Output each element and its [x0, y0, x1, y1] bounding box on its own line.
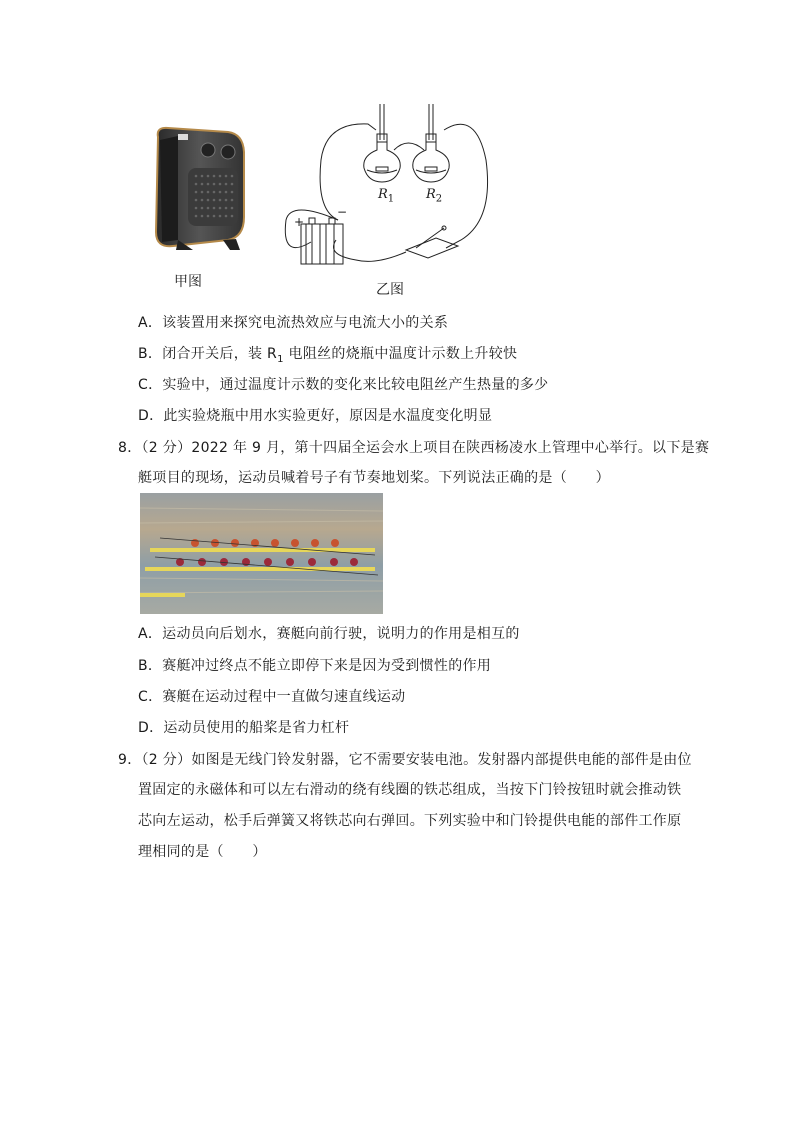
- q8-option-d: D．运动员使用的船桨是省力杠杆: [138, 720, 350, 736]
- q8-option-b: B．赛艇冲过终点不能立即停下来是因为受到惯性的作用: [138, 658, 492, 674]
- battery-plus: +: [294, 215, 305, 229]
- battery-minus: −: [337, 205, 348, 219]
- q7-option-c: C．实验中，通过温度计示数的变化来比较电阻丝产生热量的多少: [138, 377, 549, 393]
- figure-yi-caption: 乙图: [376, 282, 404, 298]
- r2-label: $R_2$: [426, 187, 443, 205]
- q8-stem-line2: 艇项目的现场，运动员喊着号子有节奏地划桨。下列说法正确的是（ ）: [138, 470, 610, 486]
- q9-stem-line2: 置固定的永磁体和可以左右滑动的绕有线圈的铁芯组成，当按下门铃按钮时就会推动铁: [138, 782, 682, 798]
- q8-option-a: A．运动员向后划水，赛艇向前行驶，说明力的作用是相互的: [138, 626, 520, 642]
- q8-option-c: C．赛艇在运动过程中一直做匀速直线运动: [138, 689, 406, 705]
- q8-stem-line1: 8．（2 分）2022 年 9 月，第十四届全运会水上项目在陕西杨凌水上管理中心举行。以下是赛: [118, 440, 710, 456]
- heater-image: [148, 122, 248, 252]
- q7-option-a: A．该装置用来探究电流热效应与电流大小的关系: [138, 315, 449, 331]
- q7-option-b: B．闭合开关后，装 $R_1$ 电阻丝的烧瓶中温度计示数上升较快: [138, 346, 518, 365]
- figure-jia-caption: 甲图: [174, 274, 202, 290]
- q9-stem-line4: 理相同的是（ ）: [138, 844, 267, 860]
- r1-label: $R_1$: [378, 187, 395, 205]
- q7-option-d: D．此实验烧瓶中用水实验更好，原因是水温度变化明显: [138, 408, 493, 424]
- q9-stem-line1: 9．（2 分）如图是无线门铃发射器，它不需要安装电池。发射器内部提供电能的部件是由位: [118, 752, 692, 768]
- rowing-photo: [140, 493, 383, 614]
- q9-stem-line3: 芯向左运动，松手后弹簧又将铁芯向右弹回。下列实验中和门铃提供电能的部件工作原: [138, 813, 682, 829]
